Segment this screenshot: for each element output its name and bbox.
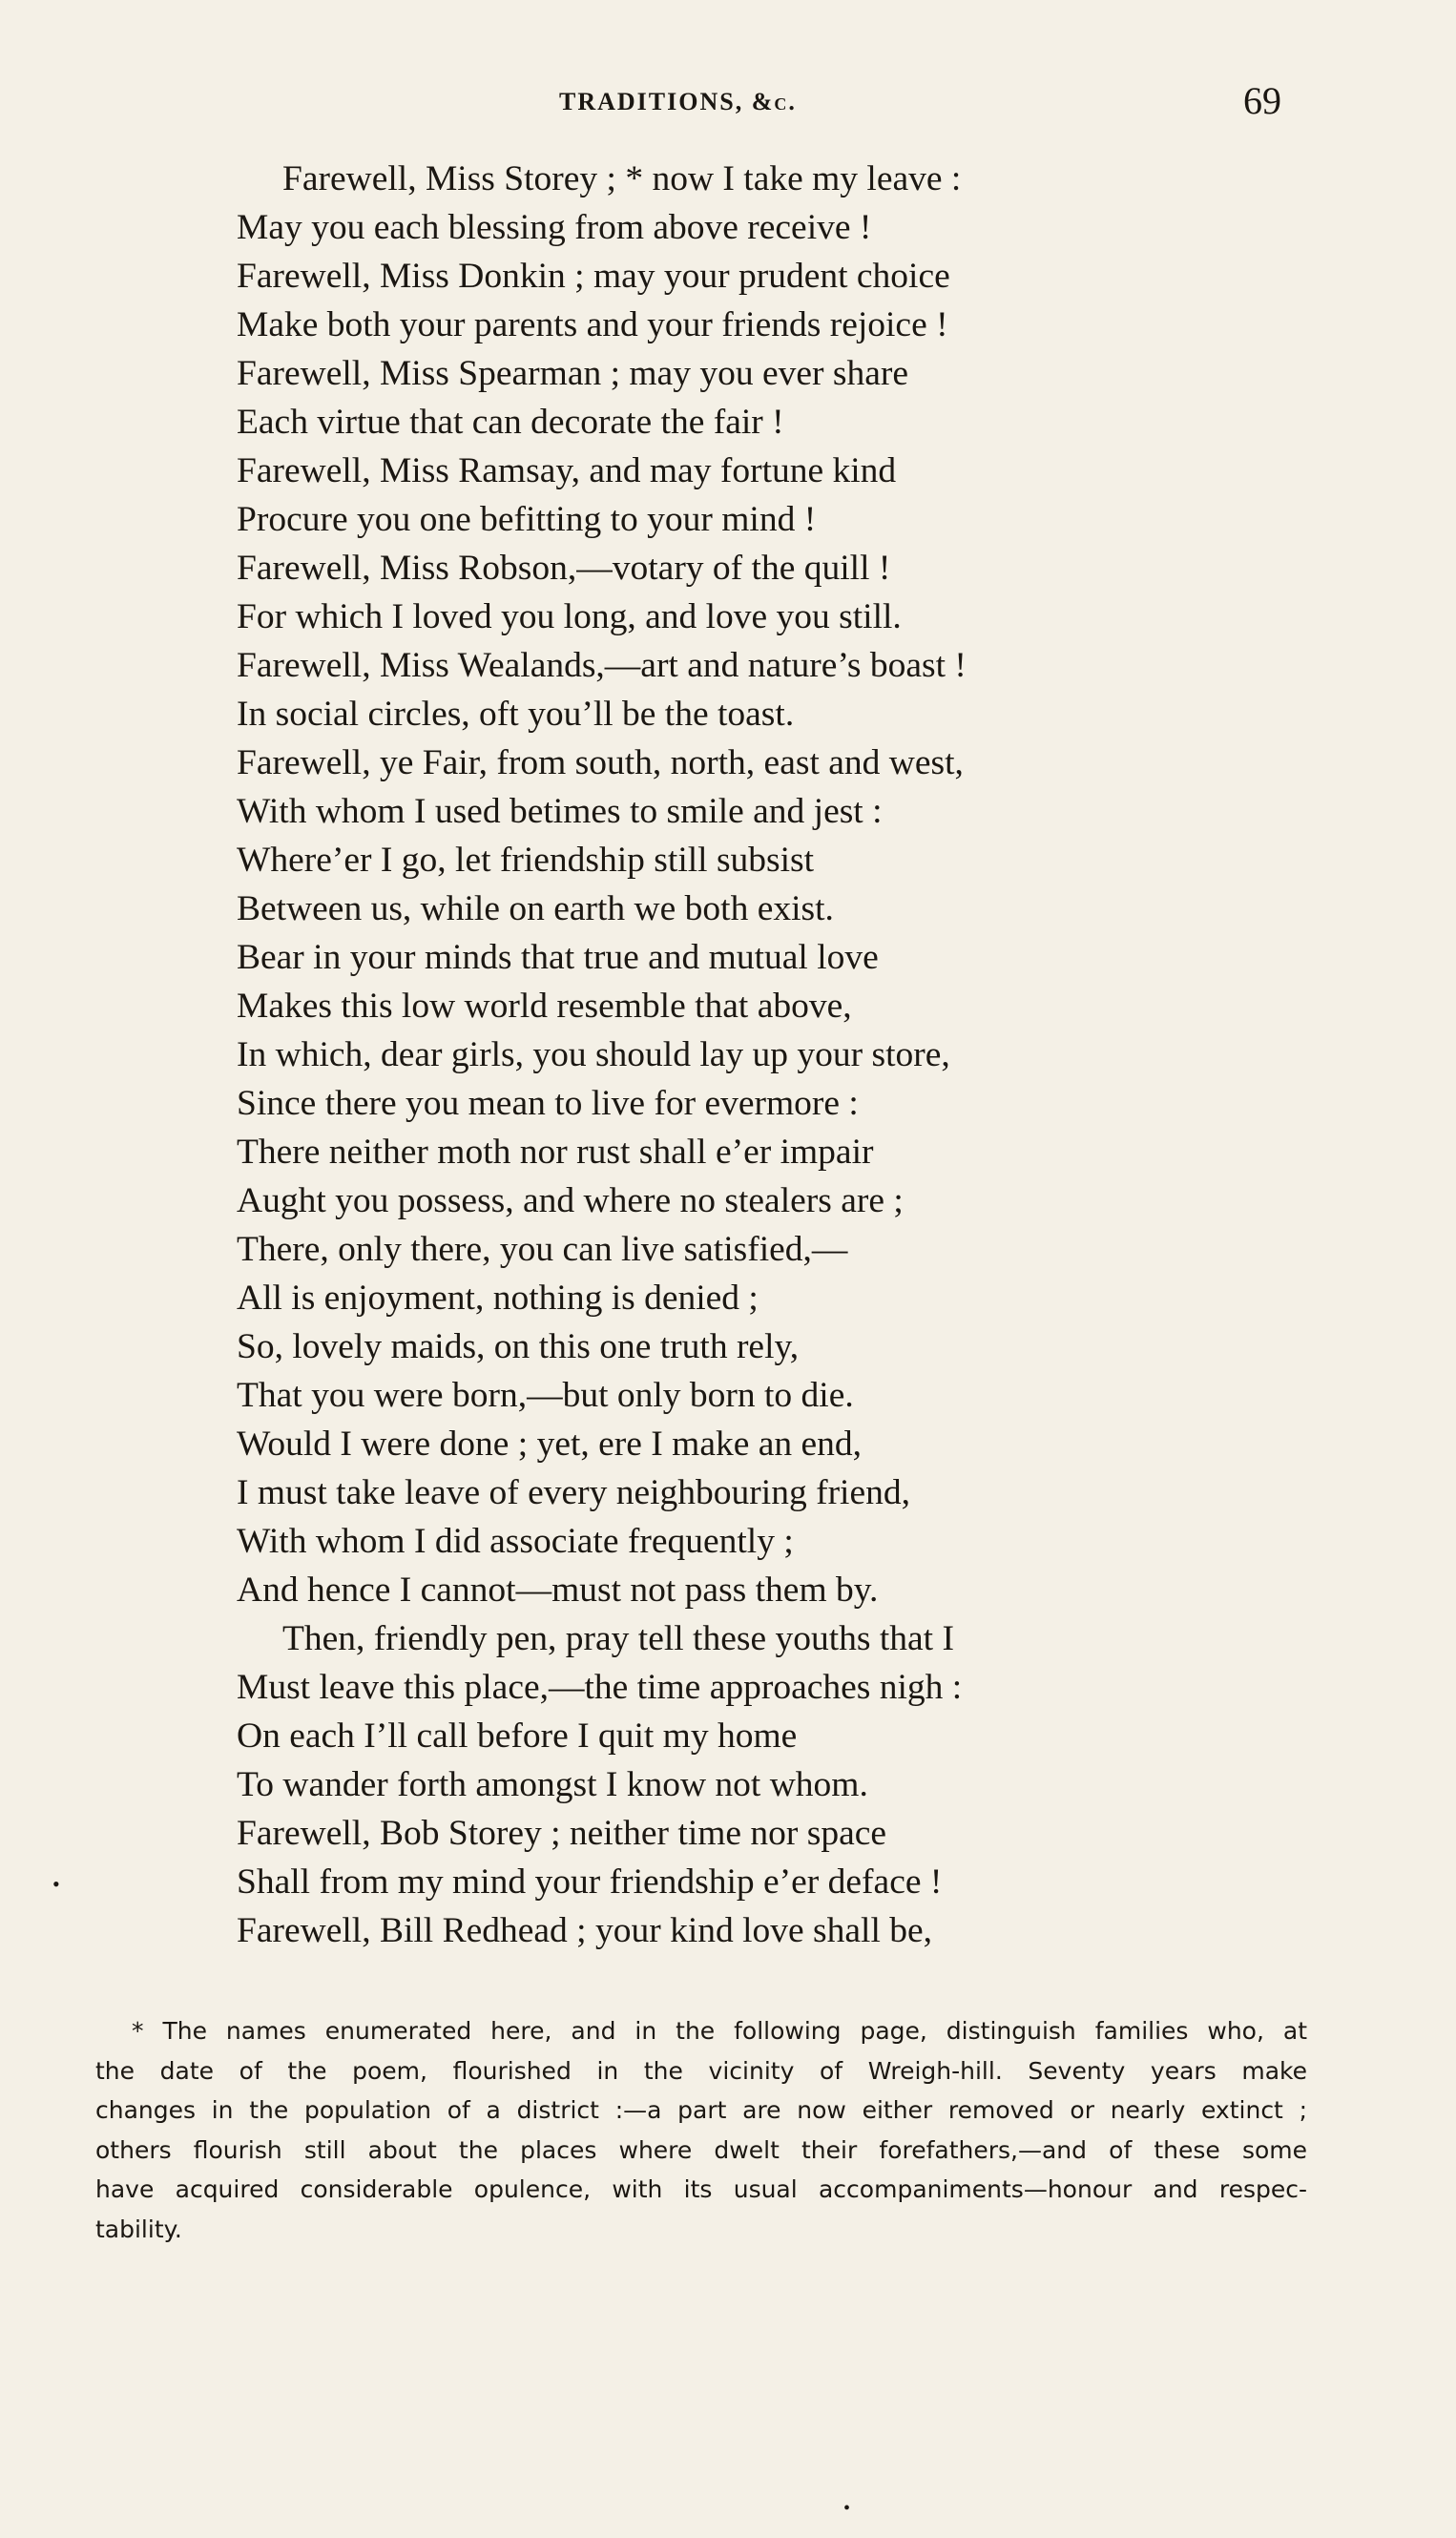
poem-line: Farewell, Miss Donkin ; may your prudent choice: [237, 257, 950, 296]
running-title: TRADITIONS, &c.: [559, 88, 797, 115]
poem-line: Must leave this place,—the time approaches nigh :: [237, 1668, 963, 1707]
poem-line: With whom I used betimes to smile and jest :: [237, 792, 883, 831]
poem-line: Bear in your minds that true and mutual love: [237, 938, 879, 977]
poem-line: May you each blessing from above receive !: [237, 208, 872, 247]
poem-line: Farewell, Miss Ramsay, and may fortune kind: [237, 451, 897, 490]
footnote-line: * The names enumerated here, and in the following page, distinguish families who, at: [132, 2017, 1307, 2045]
poem-line: Farewell, Miss Storey ; * now I take my leave :: [282, 159, 962, 198]
poem-line: Between us, while on earth we both exist.: [237, 889, 834, 928]
poem-line: Where’er I go, let friendship still subsist: [237, 841, 815, 880]
poem-line: There neither moth nor rust shall e’er impair: [237, 1133, 874, 1172]
poem-line: Then, friendly pen, pray tell these youths that I: [282, 1619, 954, 1658]
poem-body: [237, 155, 1229, 1955]
running-head: [0, 74, 1456, 132]
page-number: 69: [1243, 79, 1281, 122]
footnote-line: changes in the population of a district :—a part are now either removed or nearly extinct ;: [95, 2096, 1307, 2124]
poem-line: That you were born,—but only born to die.: [237, 1376, 854, 1415]
poem-line: I must take leave of every neighbouring friend,: [237, 1473, 910, 1512]
footnote-line: the date of the poem, flourished in the vicinity of Wreigh-hill. Seventy years make: [95, 2056, 1307, 2085]
footnote: [95, 2011, 1307, 2249]
poem-line: Farewell, Miss Spearman ; may you ever share: [237, 354, 908, 393]
poem-line: Aught you possess, and where no stealers are ;: [237, 1181, 904, 1220]
poem-line: Farewell, ye Fair, from south, north, east and west,: [237, 743, 964, 782]
poem-line: All is enjoyment, nothing is denied ;: [237, 1279, 759, 1318]
margin-speck: •: [52, 1872, 60, 1896]
footnote-line: have acquired considerable opulence, with its usual accompaniments—honour and respec-: [95, 2175, 1307, 2203]
poem-line: And hence I cannot—must not pass them by.: [237, 1571, 879, 1610]
poem-line: To wander forth amongst I know not whom.: [237, 1765, 868, 1804]
poem-line: Makes this low world resemble that above,: [237, 987, 852, 1026]
poem-line: Would I were done ; yet, ere I make an end,: [237, 1425, 863, 1464]
footnote-line: others flourish still about the places where dwelt their forefathers,—and of these some: [95, 2135, 1307, 2164]
poem-line: Each virtue that can decorate the fair !: [237, 403, 784, 442]
poem-line: In which, dear girls, you should lay up your store,: [237, 1035, 950, 1074]
poem-line: Farewell, Miss Wealands,—art and nature’s boast !: [237, 646, 967, 685]
poem-line: Farewell, Miss Robson,—votary of the quill !: [237, 549, 891, 588]
poem-line: Farewell, Bob Storey ; neither time nor space: [237, 1814, 887, 1853]
poem-line: With whom I did associate frequently ;: [237, 1522, 794, 1561]
poem-line: Since there you mean to live for evermore :: [237, 1084, 859, 1123]
footnote-line: tability.: [95, 2215, 182, 2243]
poem-line: So, lovely maids, on this one truth rely,: [237, 1327, 800, 1366]
poem-line: There, only there, you can live satisfied,—: [237, 1230, 848, 1269]
bottom-speck: •: [843, 2498, 851, 2519]
poem-line: Farewell, Bill Redhead ; your kind love shall be,: [237, 1911, 933, 1950]
poem-line: For which I loved you long, and love you still.: [237, 597, 902, 636]
poem-line: Procure you one befitting to your mind !: [237, 500, 817, 539]
poem-line: Make both your parents and your friends rejoice !: [237, 305, 948, 344]
poem-line: On each I’ll call before I quit my home: [237, 1716, 798, 1756]
poem-line: Shall from my mind your friendship e’er deface !: [237, 1862, 943, 1902]
poem-line: In social circles, oft you’ll be the toast.: [237, 695, 795, 734]
